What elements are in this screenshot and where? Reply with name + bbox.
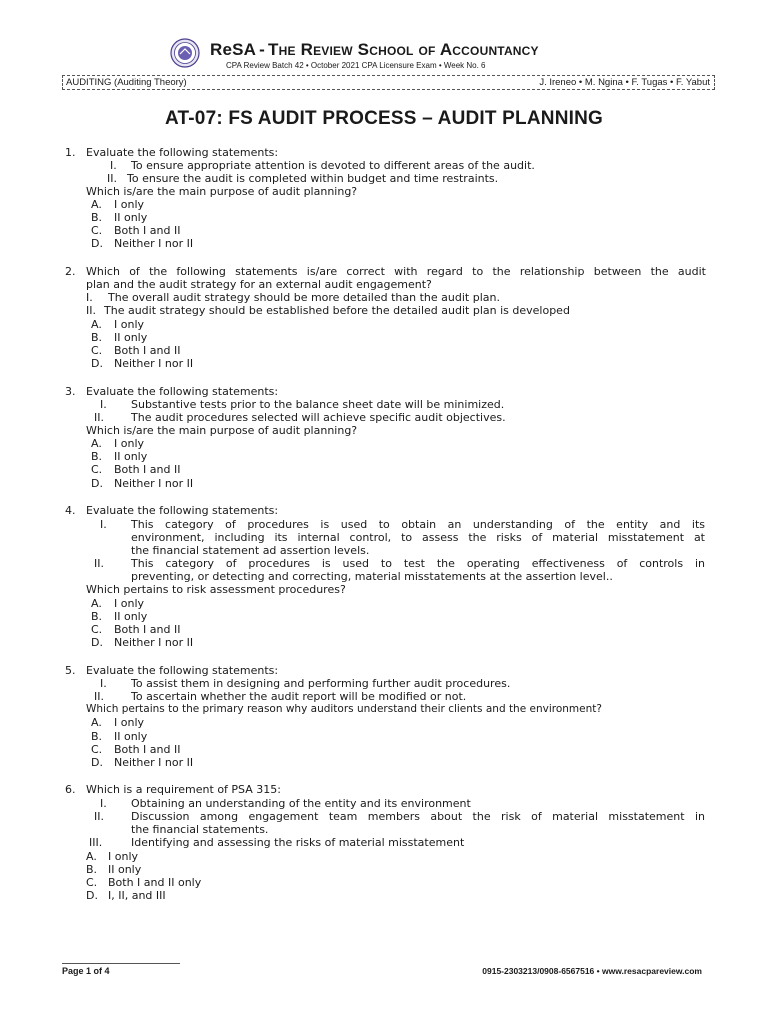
choice-letter: A. [86, 850, 97, 863]
statement-text: The audit strategy should be established before the detailed audit plan is developed [104, 304, 570, 317]
choice-text: II only [114, 211, 148, 224]
choice-letter: B. [91, 331, 103, 344]
choice-text: II only [108, 863, 142, 876]
question-number: 4. [65, 504, 76, 517]
choice-letter: D. [91, 756, 103, 769]
statement-text: To assist them in designing and performing further audit procedures. [131, 677, 511, 690]
statement-label: III. [89, 836, 103, 849]
choice-letter: A. [91, 318, 102, 331]
question-prompt: Which pertains to the primary reason why auditors understand their clients and the environment? [86, 703, 602, 715]
statement-label: I. [100, 677, 107, 690]
statement-text: The audit procedures selected will achieve specific audit objectives. [131, 411, 506, 424]
question-prompt: Which pertains to risk assessment procedures? [86, 583, 346, 596]
question-number: 2. [65, 265, 76, 278]
choice-text: Both I and II only [108, 876, 202, 889]
choice-text: II only [114, 610, 148, 623]
question-stem: plan and the audit strategy for an external audit engagement? [86, 278, 432, 291]
choice-letter: C. [91, 463, 103, 476]
choice-letter: A. [91, 198, 102, 211]
statement-label: II. [86, 304, 96, 317]
choice-text: I only [114, 318, 145, 331]
choice-letter: B. [86, 863, 98, 876]
statement-text: To ensure appropriate attention is devoted to different areas of the audit. [131, 159, 535, 172]
statement-text: Substantive tests prior to the balance sheet date will be minimized. [131, 398, 505, 411]
choice-letter: A. [91, 597, 102, 610]
statement-label: II. [94, 411, 104, 424]
document-title: AT-07: FS AUDIT PROCESS – AUDIT PLANNING [165, 108, 603, 129]
choice-letter: B. [91, 610, 103, 623]
statement-label: II. [107, 172, 117, 185]
question-stem: Evaluate the following statements: [86, 146, 279, 159]
choice-text: II only [114, 450, 148, 463]
subject-bar [62, 75, 715, 90]
question-stem: Which is a requirement of PSA 315: [86, 783, 281, 796]
subject-label: AUDITING (Auditing Theory) [66, 77, 187, 88]
footer-rule [62, 963, 180, 964]
choice-text: Both I and II [114, 623, 181, 636]
statement-text: To ascertain whether the audit report will be modified or not. [131, 690, 467, 703]
statement-text: The overall audit strategy should be more detailed than the audit plan. [108, 291, 500, 304]
question-stem: Which of the following statements is/are correct with regard to the relationship between the audit [86, 265, 706, 278]
choice-letter: B. [91, 730, 103, 743]
statement-label: I. [86, 291, 93, 304]
choice-letter: C. [91, 224, 103, 237]
statement-text: Discussion among engagement team members about the risk of material misstatement in [131, 810, 705, 823]
choice-text: I only [114, 716, 145, 729]
choice-text: I only [114, 198, 145, 211]
choice-letter: B. [91, 450, 103, 463]
statement-text: To ensure the audit is completed within budget and time restraints. [127, 172, 499, 185]
choice-text: II only [114, 730, 148, 743]
page-number: Page 1 of 4 [62, 966, 110, 976]
statement-text: This category of procedures is used to test the operating effectiveness of controls in [131, 557, 705, 570]
batch-subtitle: CPA Review Batch 42 • October 2021 CPA Licensure Exam • Week No. 6 [226, 61, 486, 70]
resa-logo-icon [170, 38, 200, 68]
statement-label: I. [100, 518, 107, 531]
choice-letter: C. [91, 743, 103, 756]
question-prompt: Which is/are the main purpose of audit planning? [86, 424, 358, 437]
statement-text: Identifying and assessing the risks of material misstatement [131, 836, 465, 849]
choice-text: Neither I nor II [114, 237, 194, 250]
choice-text: Both I and II [114, 224, 181, 237]
choice-letter: C. [91, 623, 103, 636]
statement-text: preventing, or detecting and correcting, material misstatements at the assertion level.. [131, 570, 613, 583]
statement-text: the financial statement ad assertion levels. [131, 544, 370, 557]
choice-letter: A. [91, 716, 102, 729]
choice-letter: A. [91, 437, 102, 450]
choice-text: Both I and II [114, 463, 181, 476]
brand-name: ReSA [210, 40, 257, 59]
choice-text: Both I and II [114, 344, 181, 357]
question-number: 5. [65, 664, 76, 677]
school-title: ReSA - The Review School of Accountancy [210, 40, 539, 59]
choice-letter: C. [86, 876, 98, 889]
choice-text: Neither I nor II [114, 477, 194, 490]
choice-text: Neither I nor II [114, 357, 194, 370]
contact-info: 0915-2303213/0908-6567516 • www.resacpareview.com [482, 966, 702, 976]
choice-letter: C. [91, 344, 103, 357]
statement-label: II. [94, 557, 104, 570]
choice-text: Neither I nor II [114, 636, 194, 649]
authors-label: J. Ireneo • M. Ngina • F. Tugas • F. Yabut [539, 77, 710, 88]
choice-letter: D. [86, 889, 98, 902]
choice-letter: B. [91, 211, 103, 224]
statement-label: I. [110, 159, 117, 172]
choice-letter: D. [91, 237, 103, 250]
statement-text: the financial statements. [131, 823, 269, 836]
question-number: 3. [65, 385, 76, 398]
statement-text: environment, including its internal control, to assess the risks of material misstatement at [131, 531, 705, 544]
choice-text: I only [114, 437, 145, 450]
question-stem: Evaluate the following statements: [86, 664, 279, 677]
choice-text: Neither I nor II [114, 756, 194, 769]
choice-letter: D. [91, 477, 103, 490]
question-prompt: Which is/are the main purpose of audit planning? [86, 185, 358, 198]
statement-label: II. [94, 690, 104, 703]
school-name: The Review School of Accountancy [268, 40, 539, 59]
question-stem: Evaluate the following statements: [86, 504, 279, 517]
choice-text: I, II, and III [108, 889, 166, 902]
choice-text: Both I and II [114, 743, 181, 756]
question-stem: Evaluate the following statements: [86, 385, 279, 398]
choice-text: I only [108, 850, 139, 863]
choice-letter: D. [91, 636, 103, 649]
choice-text: II only [114, 331, 148, 344]
question-number: 6. [65, 783, 76, 796]
choice-text: I only [114, 597, 145, 610]
choice-letter: D. [91, 357, 103, 370]
statement-label: I. [100, 398, 107, 411]
question-number: 1. [65, 146, 76, 159]
statement-label: II. [94, 810, 104, 823]
statement-text: Obtaining an understanding of the entity and its environment [131, 797, 471, 810]
statement-label: I. [100, 797, 107, 810]
statement-text: This category of procedures is used to obtain an understanding of the entity and its [131, 518, 705, 531]
